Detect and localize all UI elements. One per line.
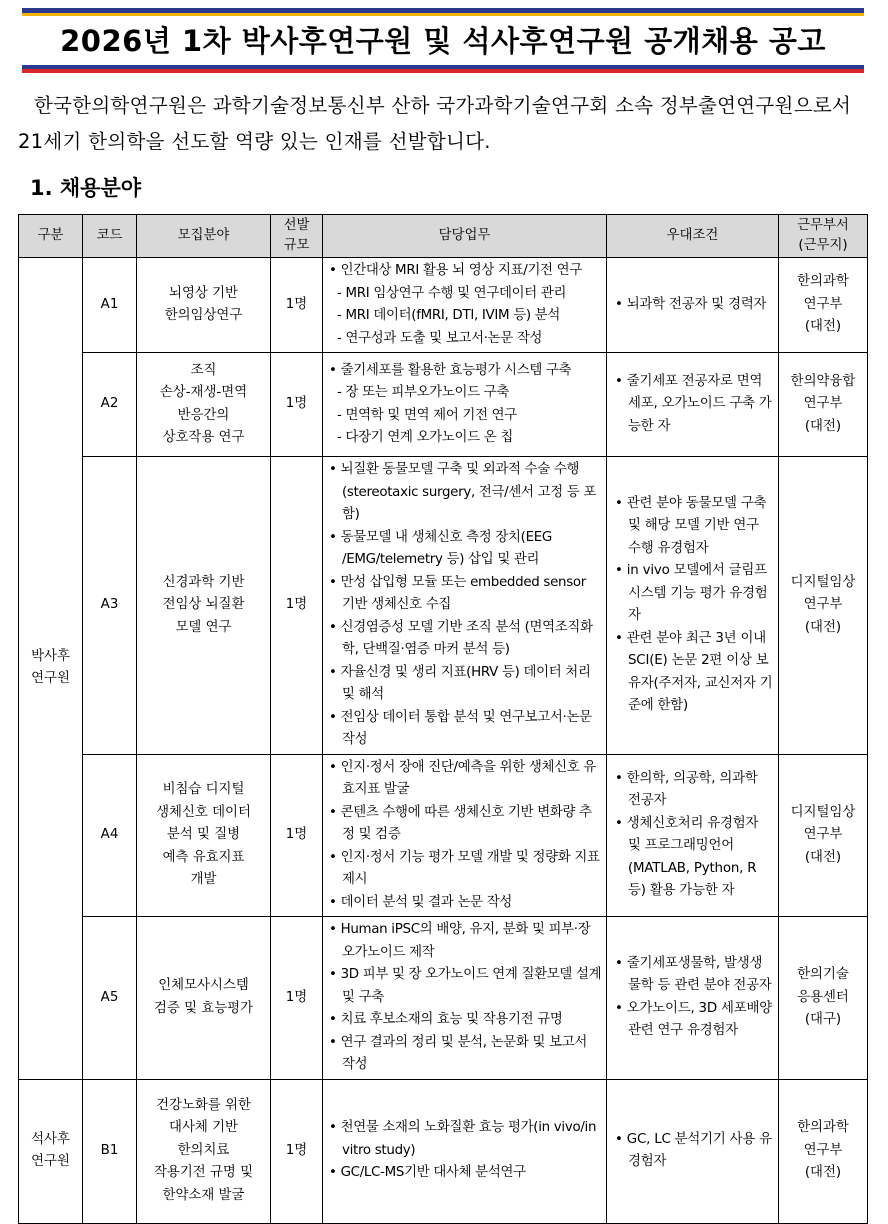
duties-cell: [323, 258, 607, 353]
text-line: 디지털임상: [790, 804, 856, 820]
duty-item: • 인지·정서 기능 평가 모델 개발 및 정량화 지표 제시: [329, 847, 602, 892]
preferred-item: • GC, LC 분석기기 사용 유경험자: [615, 1129, 774, 1174]
duty-item: • 연구 결과의 정리 및 분석, 논문화 및 보고서 작성: [329, 1032, 602, 1077]
preferred-item: • 줄기세포 전공자로 면역세포, 오가노이드 구축 가능한 자: [615, 371, 774, 439]
duty-item: • 전임상 데이터 통합 분석 및 연구보고서·논문 작성: [329, 707, 602, 752]
text-line: 연구부: [803, 1142, 843, 1158]
category-cell: [19, 258, 83, 1080]
field-cell: [137, 353, 271, 457]
count-cell: 1명: [271, 1079, 323, 1223]
text-line: 연구부: [803, 597, 843, 612]
recruitment-table: [18, 214, 868, 1224]
duties-cell: [323, 457, 607, 755]
duties-cell: [323, 917, 607, 1080]
code-cell: A1: [83, 258, 137, 353]
preferred-item: • 줄기세포생물학, 발생생물학 등 관련 분야 전공자: [615, 953, 774, 998]
table-row: [19, 1079, 868, 1223]
text-line: 손상-재생-면역: [159, 385, 248, 400]
text-line: 생체신호 데이터: [156, 804, 251, 820]
duty-item: • 인지·정서 장애 진단/예측을 위한 생체신호 유효지표 발굴: [329, 757, 602, 802]
duty-item: • 자율신경 및 생리 지표(HRV 등) 데이터 처리 및 해석: [329, 662, 602, 707]
category-cell: [19, 1079, 83, 1223]
duty-item: • GC/LC-MS기반 대사체 분석연구: [329, 1162, 602, 1185]
code-cell: A3: [83, 457, 137, 755]
table-row: [19, 353, 868, 457]
duty-item: • 데이터 분석 및 결과 논문 작성: [329, 892, 602, 915]
code-cell: A4: [83, 754, 137, 917]
header-preferred: 우대조건: [607, 215, 779, 258]
text-line: 비침습 디지털: [162, 782, 245, 797]
text-line: (대구): [804, 1012, 842, 1027]
dept-cell: [779, 457, 868, 755]
preferred-item: • 관련 분야 동물모델 구축 및 해당 모델 기반 연구 수행 유경험자: [615, 493, 774, 561]
duty-item: • 만성 삽입형 모듈 또는 embedded sensor 기반 생체신호 수집: [329, 572, 602, 617]
text-line: 응용센터: [797, 989, 849, 1005]
text-line: 건강노화를 위한: [156, 1097, 251, 1113]
dept-cell: [779, 353, 868, 457]
preferred-cell: [607, 353, 779, 457]
preferred-item: • 생체신호처리 유경험자 및 프로그래밍언어(MATLAB, Python, R 등) 활용 가능한 자: [615, 813, 774, 903]
duties-cell: [323, 1079, 607, 1223]
duty-item: • 신경염증성 모델 기반 조직 분석 (면역조직화학, 단백질·염증 마커 분석 등): [329, 617, 602, 662]
text-line: 연구부: [803, 827, 843, 842]
text-line: 한약소재 발굴: [162, 1187, 245, 1203]
text-line: 모델 연구: [175, 619, 232, 635]
table-row: [19, 258, 868, 353]
text-line: 대사체 기반: [169, 1120, 238, 1136]
preferred-item: • 뇌과학 전공자 및 경력자: [615, 294, 774, 317]
field-cell: [137, 457, 271, 755]
table-row: [19, 457, 868, 755]
duty-item: - 연구성과 도출 및 보고서·논문 작성: [329, 328, 602, 351]
duty-item: - 장 또는 피부오가노이드 구축: [329, 382, 602, 405]
header-code: 코드: [83, 215, 137, 258]
text-line: 개발: [190, 872, 217, 887]
text-line: 한의과학: [797, 1120, 849, 1136]
table-row: [19, 754, 868, 917]
duty-item: - MRI 임상연구 수행 및 연구데이터 관리: [329, 283, 602, 306]
preferred-cell: [607, 457, 779, 755]
duty-item: - 면역학 및 면역 제어 기전 연구: [329, 405, 602, 428]
intro-paragraph: 한국한의학연구원은 과학기술정보통신부 산하 국가과학기술연구회 소속 정부출연연구원으로서 21세기 한의학을 선도할 역량 있는 인재를 선발합니다.: [18, 94, 852, 153]
code-cell: A2: [83, 353, 137, 457]
field-cell: [137, 754, 271, 917]
text-line: 석사후: [31, 1131, 70, 1147]
text-line: (대전): [804, 418, 842, 434]
duty-item: • 콘텐츠 수행에 따른 생체신호 기반 변화량 추정 및 검증: [329, 802, 602, 847]
duty-item: • 뇌질환 동물모델 구축 및 외과적 수술 수행(stereotaxic surgery, 전극/센서 고정 등 포함): [329, 459, 602, 527]
title-banner: [22, 8, 864, 72]
section-heading: 1. 채용분야: [30, 176, 142, 200]
dept-cell: [779, 258, 868, 353]
dept-cell: [779, 917, 868, 1080]
header-duties: 담당업무: [323, 215, 607, 258]
duty-item: • 치료 후보소재의 효능 및 작용기전 규명: [329, 1009, 602, 1032]
text-line: 상호작용 연구: [162, 430, 245, 445]
text-line: 연구원: [31, 1154, 70, 1169]
duty-item: • 인간대상 MRI 활용 뇌 영상 지표/기전 연구: [329, 260, 602, 283]
preferred-item: • 오가노이드, 3D 세포배양 관련 연구 유경험자: [615, 998, 774, 1043]
text-line: 한의약융합: [790, 373, 856, 389]
duty-item: • 3D 피부 및 장 오가노이드 연계 질환모델 설계 및 구축: [329, 964, 602, 1009]
field-cell: [137, 1079, 271, 1223]
count-cell: 1명: [271, 258, 323, 353]
text-line: 검증 및 효능평가: [153, 1000, 254, 1016]
header-field: 모집분야: [137, 215, 271, 258]
text-line: 전임상 뇌질환: [162, 597, 245, 612]
code-cell: A5: [83, 917, 137, 1080]
preferred-cell: [607, 1079, 779, 1223]
text-line: 한의임상연구: [164, 308, 243, 323]
text-line: 뇌영상 기반: [169, 285, 238, 301]
preferred-item: • in vivo 모델에서 글림프 시스템 기능 평가 유경험자: [615, 560, 774, 628]
text-line: 박사후: [31, 648, 70, 664]
duty-item: • Human iPSC의 배양, 유지, 분화 및 피부·장 오가노이드 제작: [329, 919, 602, 964]
header-row: [19, 215, 868, 258]
preferred-item: • 관련 분야 최근 3년 이내 SCI(E) 논문 2편 이상 보유자(주저자, 교신저자 기준에 한함): [615, 628, 774, 718]
text-line: 한의치료: [177, 1142, 230, 1158]
text-line: (대전): [804, 849, 842, 865]
text-line: 한의과학: [797, 274, 849, 290]
preferred-cell: [607, 917, 779, 1080]
field-cell: [137, 917, 271, 1080]
text-line: 연구원: [31, 671, 70, 687]
count-cell: 1명: [271, 754, 323, 917]
duty-item: - MRI 데이터(fMRI, DTI, IVIM 등) 분석: [329, 305, 602, 328]
preferred-cell: [607, 258, 779, 353]
duty-item: • 동물모델 내 생체신호 측정 장치(EEG /EMG/telemetry 등) 삽입 및 관리: [329, 527, 602, 572]
count-cell: 1명: [271, 917, 323, 1080]
text-line: (대전): [804, 319, 842, 335]
count-cell: 1명: [271, 353, 323, 457]
header-category: 구분: [19, 215, 83, 258]
field-cell: [137, 258, 271, 353]
dept-cell: [779, 754, 868, 917]
text-line: 신경과학 기반: [162, 574, 245, 590]
text-line: (대전): [804, 619, 842, 635]
header-dept: 근무부서 (근무지): [779, 215, 868, 258]
title-top-accent: [22, 13, 864, 16]
table-row: [19, 917, 868, 1080]
preferred-item: • 한의학, 의공학, 의과학 전공자: [615, 768, 774, 813]
duties-cell: [323, 754, 607, 917]
text-line: 한의기술: [797, 967, 849, 982]
code-cell: B1: [83, 1079, 137, 1223]
count-cell: 1명: [271, 457, 323, 755]
duty-item: • 천연물 소재의 노화질환 효능 평가(in vivo/in vitro study): [329, 1117, 602, 1162]
title-bottom-accent: [22, 69, 864, 73]
duty-item: • 줄기세포를 활용한 효능평가 시스템 구축: [329, 360, 602, 383]
text-line: 인체모사시스템: [158, 978, 249, 994]
text-line: 예측 유효지표: [162, 849, 245, 865]
text-line: 연구부: [803, 396, 843, 412]
preferred-cell: [607, 754, 779, 917]
text-line: 조직: [190, 362, 217, 378]
text-line: 디지털임상: [790, 574, 856, 590]
duty-item: - 다장기 연계 오가노이드 온 칩: [329, 427, 602, 450]
text-line: 연구부: [803, 296, 843, 312]
page-title: 2026년 1차 박사후연구원 및 석사후연구원 공개채용 공고: [60, 24, 826, 58]
header-count: 선발 규모: [271, 215, 323, 258]
text-line: 반응간의: [177, 407, 230, 423]
duties-cell: [323, 353, 607, 457]
text-line: (대전): [804, 1165, 842, 1181]
dept-cell: [779, 1079, 868, 1223]
text-line: 작용기전 규명 및: [153, 1165, 254, 1181]
text-line: 분석 및 질병: [166, 827, 241, 842]
